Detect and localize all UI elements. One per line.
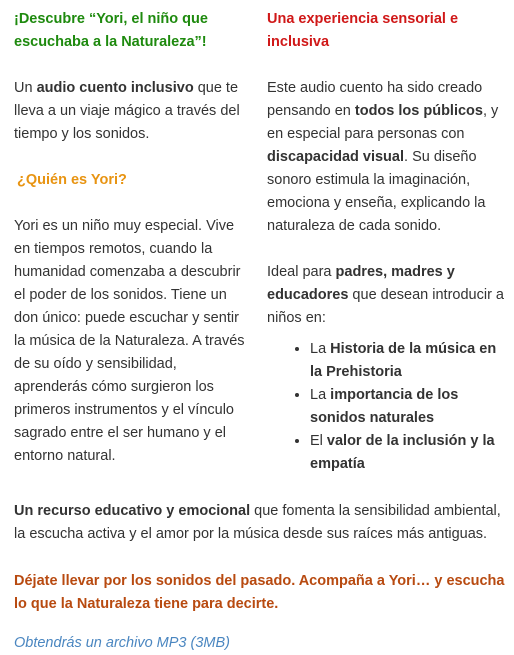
intro-text-1: Un — [14, 80, 37, 96]
discover-heading: ¡Descubre “Yori, el niño que escuchaba a la Naturaleza”! — [14, 11, 208, 50]
cta-paragraph: Déjate llevar por los sonidos del pasado. Acompaña a Yori… y escucha lo que la Naturaleza tiene para decirte. — [14, 573, 505, 612]
list-item — [310, 338, 507, 384]
experience-paragraph — [267, 77, 507, 238]
list-item-prefix: La — [310, 341, 331, 357]
list-item-prefix: La — [310, 387, 331, 403]
ideal-text-2: que desean introducir a niños en: — [267, 287, 504, 326]
exp-text-3: . Su diseño sonoro estimula la imaginación, emociona y enseña, explicando la naturaleza de cada sonido. — [267, 149, 486, 234]
download-note: Obtendrás un archivo MP3 (3MB) — [14, 635, 230, 651]
list-item-prefix: El — [310, 433, 327, 449]
intro-text-2: que te lleva a un viaje mágico a través del tiempo y los sonidos. — [14, 80, 240, 142]
topics-list — [267, 338, 507, 476]
who-paragraph: Yori es un niño muy especial. Vive en tiempos remotos, cuando la humanidad comenzaba a descubrir el poder de los sonidos. Tiene un don único: puede escuchar y sentir la música de la Naturaleza. A través de su oído y sensibilidad, aprenderás cómo surgieron los primeros instrumentos y el vínculo sagrado entre el ser humano y el entorno natural. — [14, 218, 245, 464]
intro-bold: audio cuento inclusivo — [36, 80, 194, 96]
resource-text: que fomenta la sensibilidad ambiental, la escucha activa y el amor por la música desde sus raíces más antiguas. — [14, 503, 501, 542]
resource-paragraph — [14, 500, 510, 546]
left-column — [14, 8, 254, 468]
list-item-bold: valor de la inclusión y la empatía — [310, 433, 495, 472]
exp-text-2: , y en especial para personas con — [267, 103, 499, 142]
ideal-text-1: Ideal para — [267, 264, 336, 280]
exp-text-1: Este audio cuento ha sido creado pensando en — [267, 80, 483, 119]
intro-paragraph — [14, 77, 254, 146]
ideal-bold: padres, madres y educadores — [267, 264, 455, 303]
who-heading: ¿Quién es Yori? — [17, 172, 127, 188]
list-item-bold: importancia de los sonidos naturales — [310, 387, 459, 426]
list-item-bold: Historia de la música en la Prehistoria — [310, 341, 497, 380]
ideal-paragraph — [267, 261, 507, 330]
experience-heading: Una experiencia sensorial e inclusiva — [267, 11, 459, 50]
right-column — [267, 8, 507, 476]
exp-bold-1: todos los públicos — [354, 103, 483, 119]
exp-bold-2: discapacidad visual — [267, 149, 405, 165]
list-item — [310, 384, 507, 430]
resource-bold: Un recurso educativo y emocional — [14, 503, 251, 519]
list-item — [310, 430, 507, 476]
